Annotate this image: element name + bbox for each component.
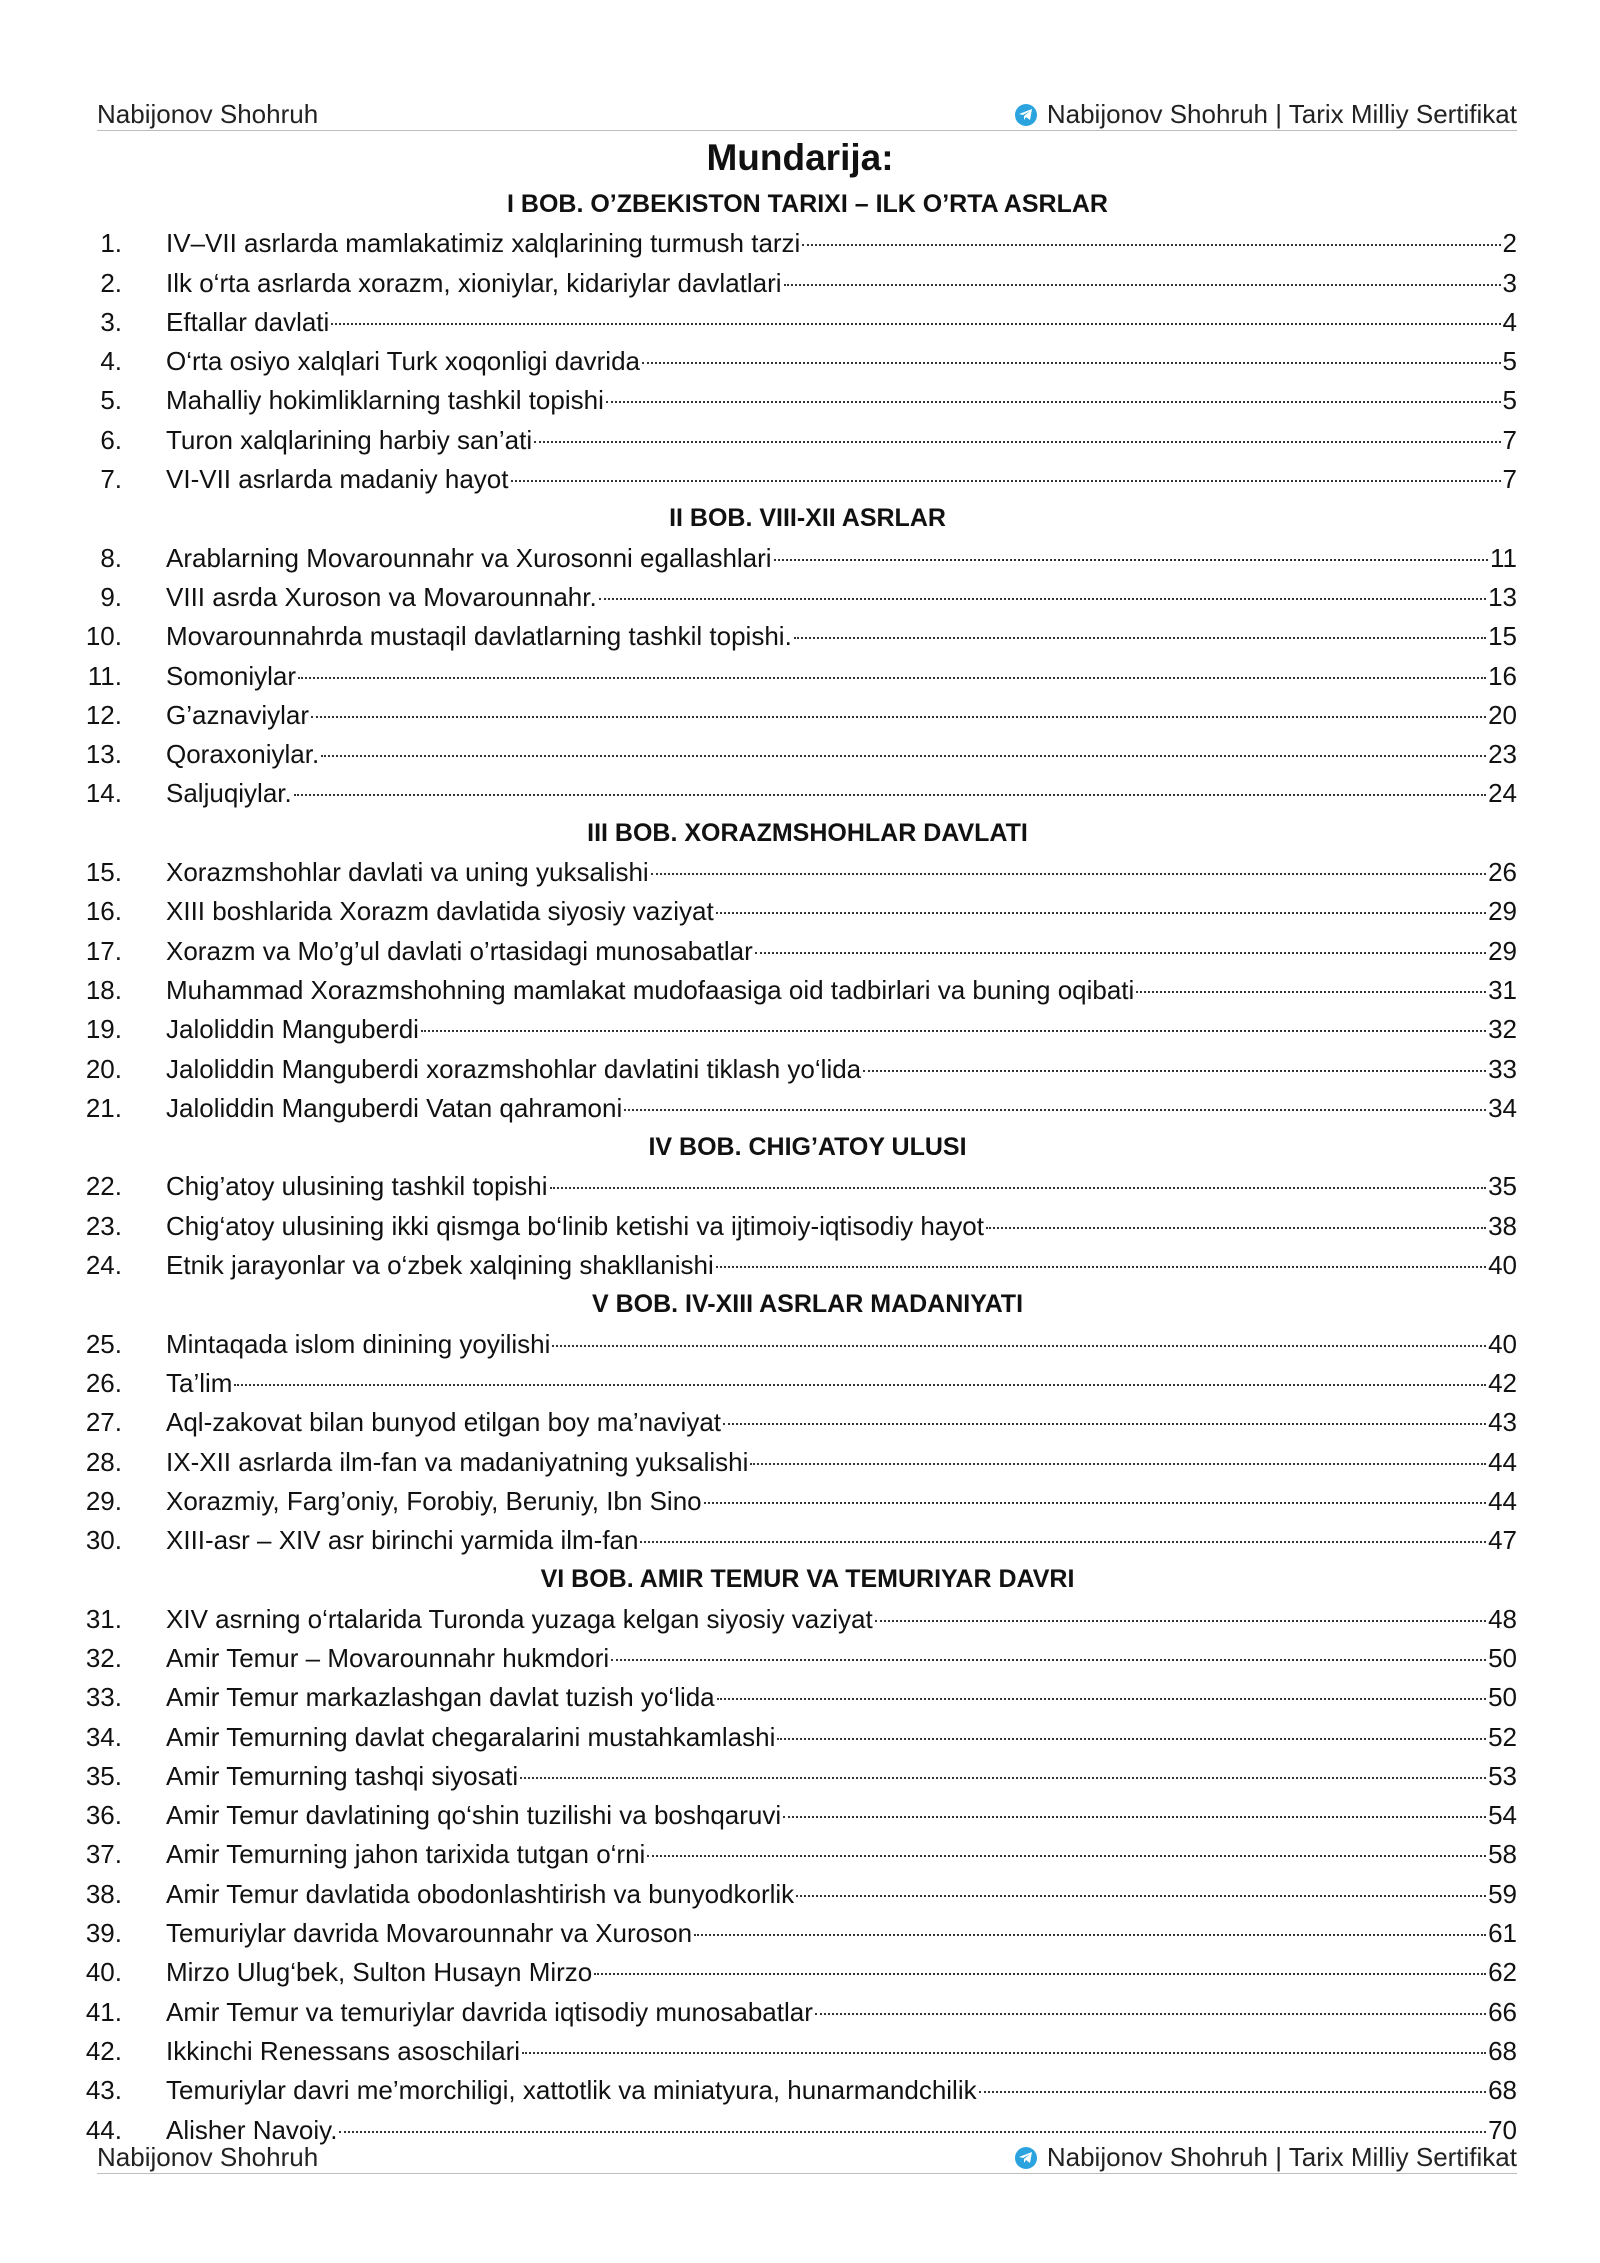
entry-page-number: 4 — [1502, 306, 1517, 337]
entry-title: Amir Temurning davlat chegaralarini mustahkamlashi — [166, 1721, 776, 1752]
entry-number: 9. — [100, 581, 122, 612]
toc-entry[interactable] — [68, 264, 1517, 303]
entry-page-number: 61 — [1488, 1918, 1517, 1949]
toc-entry[interactable] — [68, 460, 1517, 499]
entry-page-number: 2 — [1502, 228, 1517, 259]
entry-title: Amir Temur davlatida obodonlashtirish va bunyodkorlik — [166, 1878, 795, 1909]
dot-leader — [522, 2052, 1486, 2054]
entry-number: 37. — [85, 1839, 122, 1870]
chapter-heading: V BOB. IV-XIII ASRLAR MADANIYATI — [591, 1290, 1024, 1319]
entry-number: 24. — [85, 1250, 122, 1281]
dot-leader — [863, 1070, 1486, 1072]
dot-leader — [642, 362, 1501, 364]
header-channel-link[interactable] — [1015, 99, 1517, 130]
entry-number: 3. — [100, 306, 122, 337]
entry-page-number: 50 — [1488, 1642, 1517, 1673]
toc-entry[interactable] — [68, 1796, 1517, 1835]
header-author: Nabijonov Shohruh — [97, 99, 319, 129]
entry-page-number: 50 — [1488, 1682, 1517, 1713]
dot-leader — [511, 480, 1501, 482]
entry-title: Alisher Navoiy. — [166, 2114, 338, 2145]
entry-page-number: 32 — [1488, 1014, 1517, 1045]
dot-leader — [802, 244, 1500, 246]
entry-page-number: 23 — [1488, 739, 1517, 770]
dot-leader — [624, 1109, 1486, 1111]
entry-title: XIV asrning o‘rtalarida Turonda yuzaga kelgan siyosiy vaziyat — [166, 1603, 873, 1634]
footer-author: Nabijonov Shohruh — [97, 2142, 319, 2172]
entry-number: 14. — [85, 778, 122, 809]
entry-number: 13. — [85, 739, 122, 770]
entry-number: 10. — [85, 621, 122, 652]
toc-entry[interactable] — [68, 421, 1517, 460]
entry-title: Amir Temurning tashqi siyosati — [166, 1760, 519, 1791]
entry-number: 34. — [85, 1721, 122, 1752]
toc-entry[interactable] — [68, 342, 1517, 381]
entry-title: Arablarning Movarounnahr va Xurosonni egallashlari — [166, 542, 772, 573]
toc-entry[interactable] — [68, 1364, 1517, 1403]
toc-entry[interactable] — [68, 1050, 1517, 1089]
entry-title: O‘rta osiyo xalqlari Turk xoqonligi davrida — [166, 346, 640, 377]
entry-page-number: 5 — [1502, 385, 1517, 416]
entry-page-number: 66 — [1488, 1996, 1517, 2027]
table-of-contents — [68, 185, 1517, 2150]
page-footer — [97, 2137, 1517, 2174]
entry-title: Aql-zakovat bilan bunyod etilgan boy ma’naviyat — [166, 1407, 722, 1438]
toc-entry[interactable] — [68, 853, 1517, 892]
entry-page-number: 7 — [1502, 424, 1517, 455]
dot-leader — [755, 952, 1486, 954]
entry-number: 19. — [85, 1014, 122, 1045]
toc-entry[interactable] — [68, 1207, 1517, 1246]
entry-number: 20. — [85, 1053, 122, 1084]
entry-page-number: 16 — [1488, 660, 1517, 691]
toc-entry[interactable] — [68, 1482, 1517, 1521]
toc-entry[interactable] — [68, 617, 1517, 656]
entry-title: Eftallar davlati — [166, 306, 330, 337]
entry-title: Mirzo Ulug‘bek, Sulton Husayn Mirzo — [166, 1957, 593, 1988]
entry-page-number: 40 — [1488, 1250, 1517, 1281]
toc-entry[interactable] — [68, 1600, 1517, 1639]
chapter-heading: VI BOB. AMIR TEMUR VA TEMURIYAR DAVRI — [540, 1565, 1075, 1594]
toc-entry[interactable] — [68, 1835, 1517, 1874]
entry-page-number: 47 — [1488, 1525, 1517, 1556]
entry-title: Etnik jarayonlar va o‘zbek xalqining shakllanishi — [166, 1250, 714, 1281]
entry-number: 8. — [100, 542, 122, 573]
entry-title: Qoraxoniylar. — [166, 739, 320, 770]
entry-page-number: 7 — [1502, 464, 1517, 495]
entry-number: 44. — [85, 2114, 122, 2145]
dot-leader — [294, 794, 1486, 796]
page-title: Mundarija: — [706, 137, 894, 178]
dot-leader — [774, 559, 1488, 561]
telegram-icon — [1015, 104, 1037, 126]
toc-entry[interactable] — [68, 657, 1517, 696]
entry-number: 32. — [85, 1642, 122, 1673]
entry-page-number: 33 — [1488, 1053, 1517, 1084]
chapter-heading: I BOB. O’ZBEKISTON TARIXI – ILK O’RTA ASRLAR — [507, 190, 1108, 218]
page-header — [97, 94, 1517, 131]
entry-title: Amir Temur markazlashgan davlat tuzish yo‘lida — [166, 1682, 715, 1713]
dot-leader — [716, 912, 1486, 914]
entry-title: Xorazmiy, Farg’oniy, Forobiy, Beruniy, Ibn Sino — [166, 1485, 702, 1516]
footer-channel: Nabijonov Shohruh | Tarix Milliy Sertifikat — [1046, 2142, 1517, 2172]
entry-title: VIII asrda Xuroson va Movarounnahr. — [166, 581, 597, 612]
entry-number: 11. — [87, 660, 122, 691]
footer-channel-link[interactable] — [1015, 2142, 1517, 2173]
entry-title: Chig‘atoy ulusining ikki qismga bo‘linib ketishi va ijtimoiy-iqtisodiy hayot — [166, 1210, 984, 1241]
entry-title: G’aznaviylar — [166, 699, 310, 730]
entry-title: Xorazm va Mo’g’ul davlati o’rtasidagi munosabatlar — [166, 935, 753, 966]
dot-leader — [794, 637, 1486, 639]
dot-leader — [321, 755, 1486, 757]
dot-leader — [331, 323, 1500, 325]
entry-title: Ta’lim — [166, 1367, 233, 1398]
dot-leader — [717, 1698, 1486, 1700]
toc-entry[interactable] — [68, 2032, 1517, 2071]
entry-title: Movarounnahrda mustaqil davlatlarning tashkil topishi. — [166, 621, 792, 652]
entry-page-number: 58 — [1488, 1839, 1517, 1870]
entry-page-number: 68 — [1488, 2035, 1517, 2066]
toc-entry[interactable] — [68, 1167, 1517, 1206]
toc-entry[interactable] — [68, 1678, 1517, 1717]
entry-number: 23. — [85, 1210, 122, 1241]
entry-number: 1. — [100, 228, 122, 259]
toc-entry[interactable] — [68, 1993, 1517, 2032]
toc-entry[interactable] — [68, 224, 1517, 263]
chapter-heading: II BOB. VIII-XII ASRLAR — [669, 504, 946, 533]
entry-page-number: 35 — [1488, 1171, 1517, 1202]
entry-number: 21. — [85, 1092, 122, 1123]
entry-page-number: 42 — [1488, 1367, 1517, 1398]
entry-title: IV–VII asrlarda mamlakatimiz xalqlarining turmush tarzi — [166, 228, 801, 259]
dot-leader — [704, 1502, 1486, 1504]
entry-number: 25. — [85, 1328, 122, 1359]
entry-number: 38. — [85, 1878, 122, 1909]
entry-number: 41. — [85, 1996, 122, 2027]
entry-number: 39. — [85, 1918, 122, 1949]
entry-page-number: 59 — [1488, 1878, 1517, 1909]
entry-title: Temuriylar davri me’morchiligi, xattotlik va miniatyura, hunarmandchilik — [166, 2075, 977, 2106]
entry-number: 5. — [100, 385, 122, 416]
toc-entry[interactable] — [68, 2071, 1517, 2110]
toc-entry[interactable] — [68, 1521, 1517, 1560]
entry-page-number: 15 — [1488, 621, 1517, 652]
entry-number: 27. — [85, 1407, 122, 1438]
toc-entry[interactable] — [68, 1010, 1517, 1049]
entry-title: Mahalliy hokimliklarning tashkil topishi — [166, 385, 604, 416]
entry-title: Amir Temur va temuriylar davrida iqtisodiy munosabatlar — [166, 1996, 813, 2027]
dot-leader — [311, 716, 1486, 718]
entry-number: 17. — [85, 935, 122, 966]
dot-leader — [796, 1895, 1486, 1897]
toc-entry[interactable] — [68, 1443, 1517, 1482]
entry-number: 6. — [100, 424, 122, 455]
toc-entry[interactable] — [68, 971, 1517, 1010]
entry-page-number: 43 — [1488, 1407, 1517, 1438]
entry-page-number: 70 — [1488, 2114, 1517, 2145]
entry-number: 7. — [100, 464, 122, 495]
dot-leader — [552, 1345, 1486, 1347]
dot-leader — [750, 1463, 1486, 1465]
entry-page-number: 54 — [1488, 1800, 1517, 1831]
entry-number: 28. — [85, 1446, 122, 1477]
entry-number: 15. — [85, 857, 122, 888]
entry-page-number: 48 — [1488, 1603, 1517, 1634]
entry-page-number: 53 — [1488, 1760, 1517, 1791]
entry-title: Amir Temur davlatining qo‘shin tuzilishi va boshqaruvi — [166, 1800, 782, 1831]
entry-page-number: 3 — [1502, 267, 1517, 298]
entry-number: 35. — [85, 1760, 122, 1791]
toc-entry[interactable] — [68, 1914, 1517, 1953]
entry-number: 22. — [85, 1171, 122, 1202]
dot-leader — [815, 2013, 1486, 2015]
entry-page-number: 26 — [1488, 857, 1517, 888]
entry-title: XIII-asr – XIV asr birinchi yarmida ilm-fan — [166, 1525, 639, 1556]
entry-page-number: 5 — [1502, 346, 1517, 377]
toc-entry[interactable] — [68, 578, 1517, 617]
dot-leader — [339, 2131, 1486, 2133]
entry-number: 42. — [85, 2035, 122, 2066]
entry-number: 16. — [85, 896, 122, 927]
entry-page-number: 20 — [1488, 699, 1517, 730]
dot-leader — [534, 441, 1500, 443]
entry-page-number: 31 — [1488, 974, 1517, 1005]
entry-number: 30. — [85, 1525, 122, 1556]
entry-title: Amir Temurning jahon tarixida tutgan o‘rni — [166, 1839, 646, 1870]
toc-entry[interactable] — [68, 1639, 1517, 1678]
toc-entry[interactable] — [68, 303, 1517, 342]
entry-title: Somoniylar — [166, 660, 297, 691]
entry-page-number: 44 — [1488, 1446, 1517, 1477]
entry-page-number: 52 — [1488, 1721, 1517, 1752]
entry-number: 2. — [100, 267, 122, 298]
entry-title: Jaloliddin Manguberdi Vatan qahramoni — [166, 1092, 623, 1123]
entry-page-number: 68 — [1488, 2075, 1517, 2106]
dot-leader — [640, 1541, 1486, 1543]
toc-entry[interactable] — [68, 932, 1517, 971]
dot-leader — [783, 1816, 1486, 1818]
toc-entry[interactable] — [68, 1246, 1517, 1285]
dot-leader — [784, 284, 1501, 286]
toc-entry[interactable] — [68, 539, 1517, 578]
dot-leader — [606, 401, 1501, 403]
toc-entry[interactable] — [68, 1953, 1517, 1992]
entry-page-number: 34 — [1488, 1092, 1517, 1123]
entry-title: Temuriylar davrida Movarounnahr va Xuroson — [166, 1918, 693, 1949]
toc-entry[interactable] — [68, 1089, 1517, 1128]
entry-title: VI-VII asrlarda madaniy hayot — [166, 464, 509, 495]
toc-entry[interactable] — [68, 1718, 1517, 1757]
entry-page-number: 11 — [1490, 542, 1517, 573]
entry-title: Turon xalqlarining harbiy san’ati — [166, 424, 533, 455]
dot-leader — [1136, 991, 1486, 993]
chapter-heading: III BOB. XORAZMSHOHLAR DAVLATI — [587, 818, 1028, 847]
dot-leader — [723, 1423, 1486, 1425]
dot-leader — [520, 1777, 1486, 1779]
toc-entry[interactable] — [68, 1325, 1517, 1364]
entry-number: 29. — [85, 1485, 122, 1516]
entry-number: 43. — [85, 2075, 122, 2106]
entry-page-number: 44 — [1488, 1485, 1517, 1516]
entry-title: IX-XII asrlarda ilm-fan va madaniyatning yuksalishi — [166, 1446, 749, 1477]
entry-number: 40. — [85, 1957, 122, 1988]
entry-number: 31. — [85, 1603, 122, 1634]
entry-page-number: 24 — [1488, 778, 1517, 809]
dot-leader — [421, 1030, 1486, 1032]
dot-leader — [599, 598, 1486, 600]
dot-leader — [986, 1227, 1486, 1229]
chapter-heading: IV BOB. CHIG’ATOY ULUSI — [648, 1133, 967, 1162]
entry-page-number: 29 — [1488, 935, 1517, 966]
entry-title: Saljuqiylar. — [166, 778, 292, 809]
toc-entry[interactable] — [68, 892, 1517, 931]
dot-leader — [594, 1973, 1486, 1975]
toc-entry[interactable] — [68, 696, 1517, 735]
toc-entry[interactable] — [68, 381, 1517, 420]
entry-page-number: 38 — [1488, 1210, 1517, 1241]
toc-entry[interactable] — [68, 735, 1517, 774]
entry-number: 36. — [85, 1800, 122, 1831]
entry-title: Jaloliddin Manguberdi — [166, 1014, 419, 1045]
dot-leader — [694, 1934, 1486, 1936]
header-channel: Nabijonov Shohruh | Tarix Milliy Sertifikat — [1046, 99, 1517, 129]
entry-title: XIII boshlarida Xorazm davlatida siyosiy vaziyat — [166, 896, 714, 927]
dot-leader — [777, 1738, 1486, 1740]
entry-title: Jaloliddin Manguberdi xorazmshohlar davlatini tiklash yo‘lida — [166, 1053, 862, 1084]
dot-leader — [611, 1659, 1486, 1661]
entry-title: Ilk o‘rta asrlarda xorazm, xioniylar, kidariylar davlatlari — [166, 267, 782, 298]
dot-leader — [875, 1620, 1486, 1622]
entry-page-number: 13 — [1488, 581, 1517, 612]
toc-entry[interactable] — [68, 774, 1517, 813]
entry-title: Ikkinchi Renessans asoschilari — [166, 2035, 521, 2066]
dot-leader — [647, 1855, 1486, 1857]
entry-title: Chig’atoy ulusining tashkil topishi — [166, 1171, 548, 1202]
toc-entry[interactable] — [68, 1757, 1517, 1796]
dot-leader — [234, 1384, 1486, 1386]
entry-number: 18. — [85, 974, 122, 1005]
entry-number: 4. — [100, 346, 122, 377]
entry-page-number: 62 — [1488, 1957, 1517, 1988]
dot-leader — [651, 873, 1486, 875]
toc-entry[interactable] — [68, 1875, 1517, 1914]
entry-page-number: 40 — [1488, 1328, 1517, 1359]
entry-title: Xorazmshohlar davlati va uning yuksalishi — [166, 857, 649, 888]
toc-entry[interactable] — [68, 1403, 1517, 1442]
telegram-icon — [1015, 2147, 1037, 2169]
entry-number: 33. — [85, 1682, 122, 1713]
entry-page-number: 29 — [1488, 896, 1517, 927]
entry-title: Mintaqada islom dinining yoyilishi — [166, 1328, 551, 1359]
entry-number: 12. — [85, 699, 122, 730]
dot-leader — [298, 677, 1486, 679]
dot-leader — [979, 2091, 1486, 2093]
entry-number: 26. — [85, 1367, 122, 1398]
entry-title: Muhammad Xorazmshohning mamlakat mudofaasiga oid tadbirlari va buning oqibati — [166, 974, 1135, 1005]
dot-leader — [716, 1266, 1486, 1268]
entry-title: Amir Temur – Movarounnahr hukmdori — [166, 1642, 610, 1673]
dot-leader — [550, 1187, 1487, 1189]
